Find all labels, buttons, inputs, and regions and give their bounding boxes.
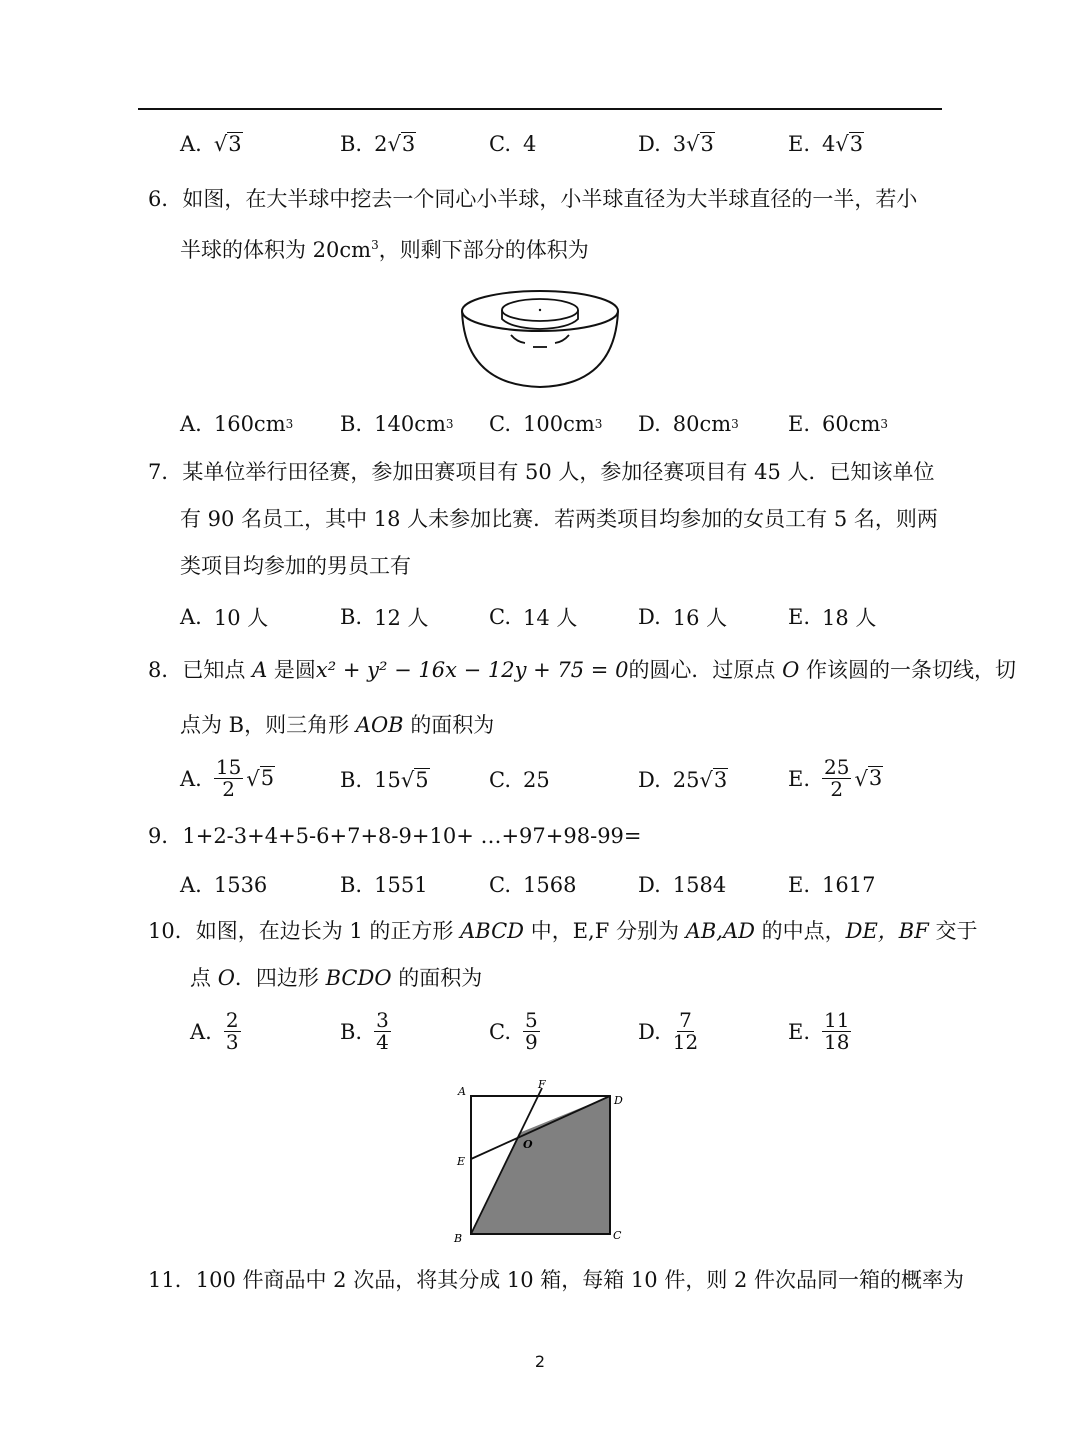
label-b: B xyxy=(454,1232,463,1245)
sqrt: √ 3 xyxy=(213,132,242,157)
inner-cylinder-edge xyxy=(502,310,578,329)
q8-option-d: D. 25 √ 3 xyxy=(638,768,728,793)
q9-option-b: B. 1551 xyxy=(340,873,428,897)
fraction: $\frac{2}{3}$ xyxy=(225,1008,239,1054)
sqrt: √ 3 xyxy=(387,132,416,157)
label-a: A xyxy=(458,1085,466,1098)
q10-option-e: E. $\frac{11}{18}$ xyxy=(788,1008,850,1054)
sqrt: √ 3 xyxy=(699,768,728,793)
q5-option-b: B. 2 √ 3 xyxy=(340,132,416,157)
label-o: O xyxy=(523,1138,533,1151)
q6-option-c: C. 100cm 3 xyxy=(489,412,603,436)
center-point xyxy=(539,309,541,311)
q6-option-d: D. 80cm 3 xyxy=(638,412,739,436)
sqrt: √ 5 xyxy=(400,768,429,793)
q6-option-e: E. 60cm 3 xyxy=(788,412,889,436)
q11-line1: 11．100 件商品中 2 次品，将其分成 10 箱，每箱 10 件，则 2 件次品同一箱的概率为 xyxy=(148,1268,965,1292)
q6-option-a: A. 160cm 3 xyxy=(180,412,294,436)
q7-option-a: A. 10 人 xyxy=(180,605,269,630)
q8-option-e: E. $\frac{25}{2}$ √ 3 xyxy=(788,755,883,801)
fraction: $\frac{3}{4}$ xyxy=(376,1008,389,1054)
inner-hidden-arc-right xyxy=(555,335,569,343)
q6-line2: 半球的体积为 $20cm^3$，则剩下部分的体积为 xyxy=(180,238,589,262)
q10-line2: 点 O．四边形 BCDO 的面积为 xyxy=(190,966,483,990)
q9-option-c: C. 1568 xyxy=(489,873,577,897)
q8-line2: 点为 B，则三角形 AOB 的面积为 xyxy=(180,713,495,737)
sqrt: √ 5 xyxy=(246,766,275,791)
q5-option-e: E. 4 √ 3 xyxy=(788,132,864,157)
q9-option-d: D. 1584 xyxy=(638,873,727,897)
q9-line1: 9．1+2-3+4+5-6+7+8-9+10+ …+97+98-99= xyxy=(148,824,642,848)
q5-option-d: D. 3 √ 3 xyxy=(638,132,714,157)
q7-line3: 类项目均参加的男员工有 xyxy=(180,554,411,578)
sqrt: √ 3 xyxy=(835,132,864,157)
q10-option-d: D. $\frac{7}{12}$ xyxy=(638,1008,699,1054)
q5-option-a: A. √ 3 xyxy=(180,132,242,157)
label-c: C xyxy=(613,1229,622,1242)
fraction: $\frac{7}{12}$ xyxy=(672,1008,699,1054)
hemisphere-figure xyxy=(455,285,625,393)
q7-option-b: B. 12 人 xyxy=(340,605,429,630)
q10-line1: 10．如图，在边长为 1 的正方形 ABCD 中，E,F 分别为 AB,AD 的中点，DE，BF 交于 xyxy=(148,919,978,943)
q7-option-e: E. 18 人 xyxy=(788,605,877,630)
label-f: F xyxy=(538,1078,546,1091)
q7-line2: 有 90 名员工，其中 18 人未参加比赛．若两类项目均参加的女员工有 5 名，则两 xyxy=(180,507,938,531)
square-figure xyxy=(450,1075,630,1245)
inner-hidden-arc-left xyxy=(511,335,525,343)
q10-option-b: B. $\frac{3}{4}$ xyxy=(340,1008,389,1054)
q7-option-d: D. 16 人 xyxy=(638,605,728,630)
q6-line1: 6．如图，在大半球中挖去一个同心小半球，小半球直径为大半球直径的一半，若小 xyxy=(148,187,918,211)
outer-shell xyxy=(462,311,618,387)
q7-line1: 7．某单位举行田径赛，参加田赛项目有 50 人，参加径赛项目有 45 人．已知该单位 xyxy=(148,460,935,484)
fraction: $\frac{25}{2}$ xyxy=(824,755,850,801)
q10-option-a: A. $\frac{2}{3}$ xyxy=(190,1008,239,1054)
header-rule xyxy=(138,108,942,110)
q8-option-c: C. 25 xyxy=(489,768,550,792)
q7-option-c: C. 14 人 xyxy=(489,605,578,630)
q5-option-c: C. 4 xyxy=(489,132,537,156)
q9-option-e: E. 1617 xyxy=(788,873,876,897)
q8-option-a: A. $\frac{15}{2}$ √ 5 xyxy=(180,755,275,801)
label-d: D xyxy=(614,1094,623,1107)
circle-equation: x² + y² − 16x − 12y + 75 = 0 xyxy=(315,658,629,682)
q9-option-a: A. 1536 xyxy=(180,873,268,897)
shaded-quadrilateral-bcdo xyxy=(471,1096,610,1234)
q10-option-c: C. $\frac{5}{9}$ xyxy=(489,1008,538,1054)
sqrt: √ 3 xyxy=(686,132,714,157)
fraction: $\frac{11}{18}$ xyxy=(824,1008,850,1054)
fraction: $\frac{5}{9}$ xyxy=(525,1008,538,1054)
q8-line1: 8．已知点 A 是圆x² + y² − 16x − 12y + 75 = 0的圆心．过原点 O 作该圆的一条切线，切 xyxy=(148,658,1017,682)
q8-option-b: B. 15 √ 5 xyxy=(340,768,429,793)
page-number: 2 xyxy=(534,1352,546,1371)
label-e: E xyxy=(457,1155,466,1168)
sqrt: √ 3 xyxy=(854,766,883,791)
fraction: $\frac{15}{2}$ xyxy=(215,755,242,801)
q6-option-b: B. 140cm 3 xyxy=(340,412,454,436)
